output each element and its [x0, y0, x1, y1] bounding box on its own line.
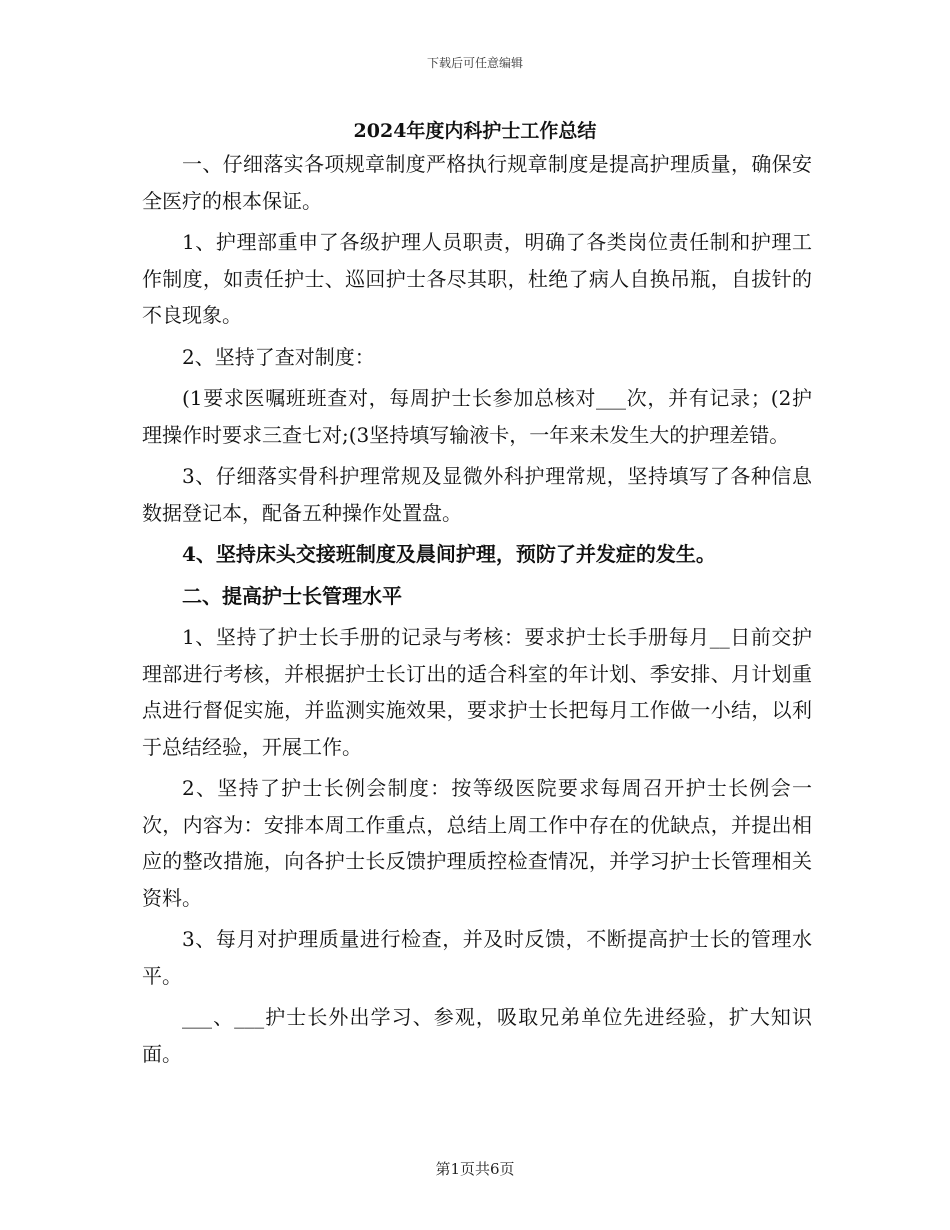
paragraph-1-4: 4、坚持床头交接班制度及晨间护理，预防了并发症的发生。	[182, 542, 716, 566]
paragraph-2-3: 3、每月对护理质量进行检查，并及时反馈，不断提高护士长的管理水平。	[142, 927, 812, 988]
paragraph-1-1: 1、护理部重申了各级护理人员职责，明确了各类岗位责任制和护理工作制度，如责任护士、巡回护士各尽其职，杜绝了病人自换吊瓶，自拔针的不良现象。	[142, 230, 812, 327]
page-footer: 第1页共6页	[435, 1160, 515, 1178]
paragraph-section-1-heading: 一、仔细落实各项规章制度严格执行规章制度是提高护理质量，确保安全医疗的根本保证。	[142, 152, 812, 213]
paragraph-2-4: ___、___护士长外出学习、参观，吸取兄弟单位先进经验，扩大知识面。	[142, 1005, 812, 1066]
paragraph-1-2-detail: (1要求医嘱班班查对，每周护士长参加总核对___次，并有记录；(2护理操作时要求三查七对;(3坚持填写输液卡，一年来未发生大的护理差错。	[142, 386, 812, 447]
header-note: 下载后可任意编辑	[426, 56, 523, 70]
paragraph-section-2-heading: 二、提高护士长管理水平	[182, 583, 402, 608]
document-body	[142, 146, 812, 1072]
paragraph-2-1: 1、坚持了护士长手册的记录与考核：要求护士长手册每月__日前交护理部进行考核，并根据护士长订出的适合科室的年计划、季安排、月计划重点进行督促实施，并监测实施效果，要求护士长把每月工作做一小结，以利于总结经验，开展工作。	[142, 625, 812, 759]
paragraph-1-3: 3、仔细落实骨科护理常规及显微外科护理常规，坚持填写了各种信息数据登记本，配备五种操作处置盘。	[142, 464, 812, 525]
document-title: 2024年度内科护士工作总结	[353, 120, 597, 142]
paragraph-1-2: 2、坚持了查对制度：	[182, 344, 375, 369]
paragraph-2-2: 2、坚持了护士长例会制度：按等级医院要求每周召开护士长例会一次，内容为：安排本周工作重点，总结上周工作中存在的优缺点，并提出相应的整改措施，向各护士长反馈护理质控检查情况，并学习护士长管理相关资料。	[142, 776, 812, 910]
